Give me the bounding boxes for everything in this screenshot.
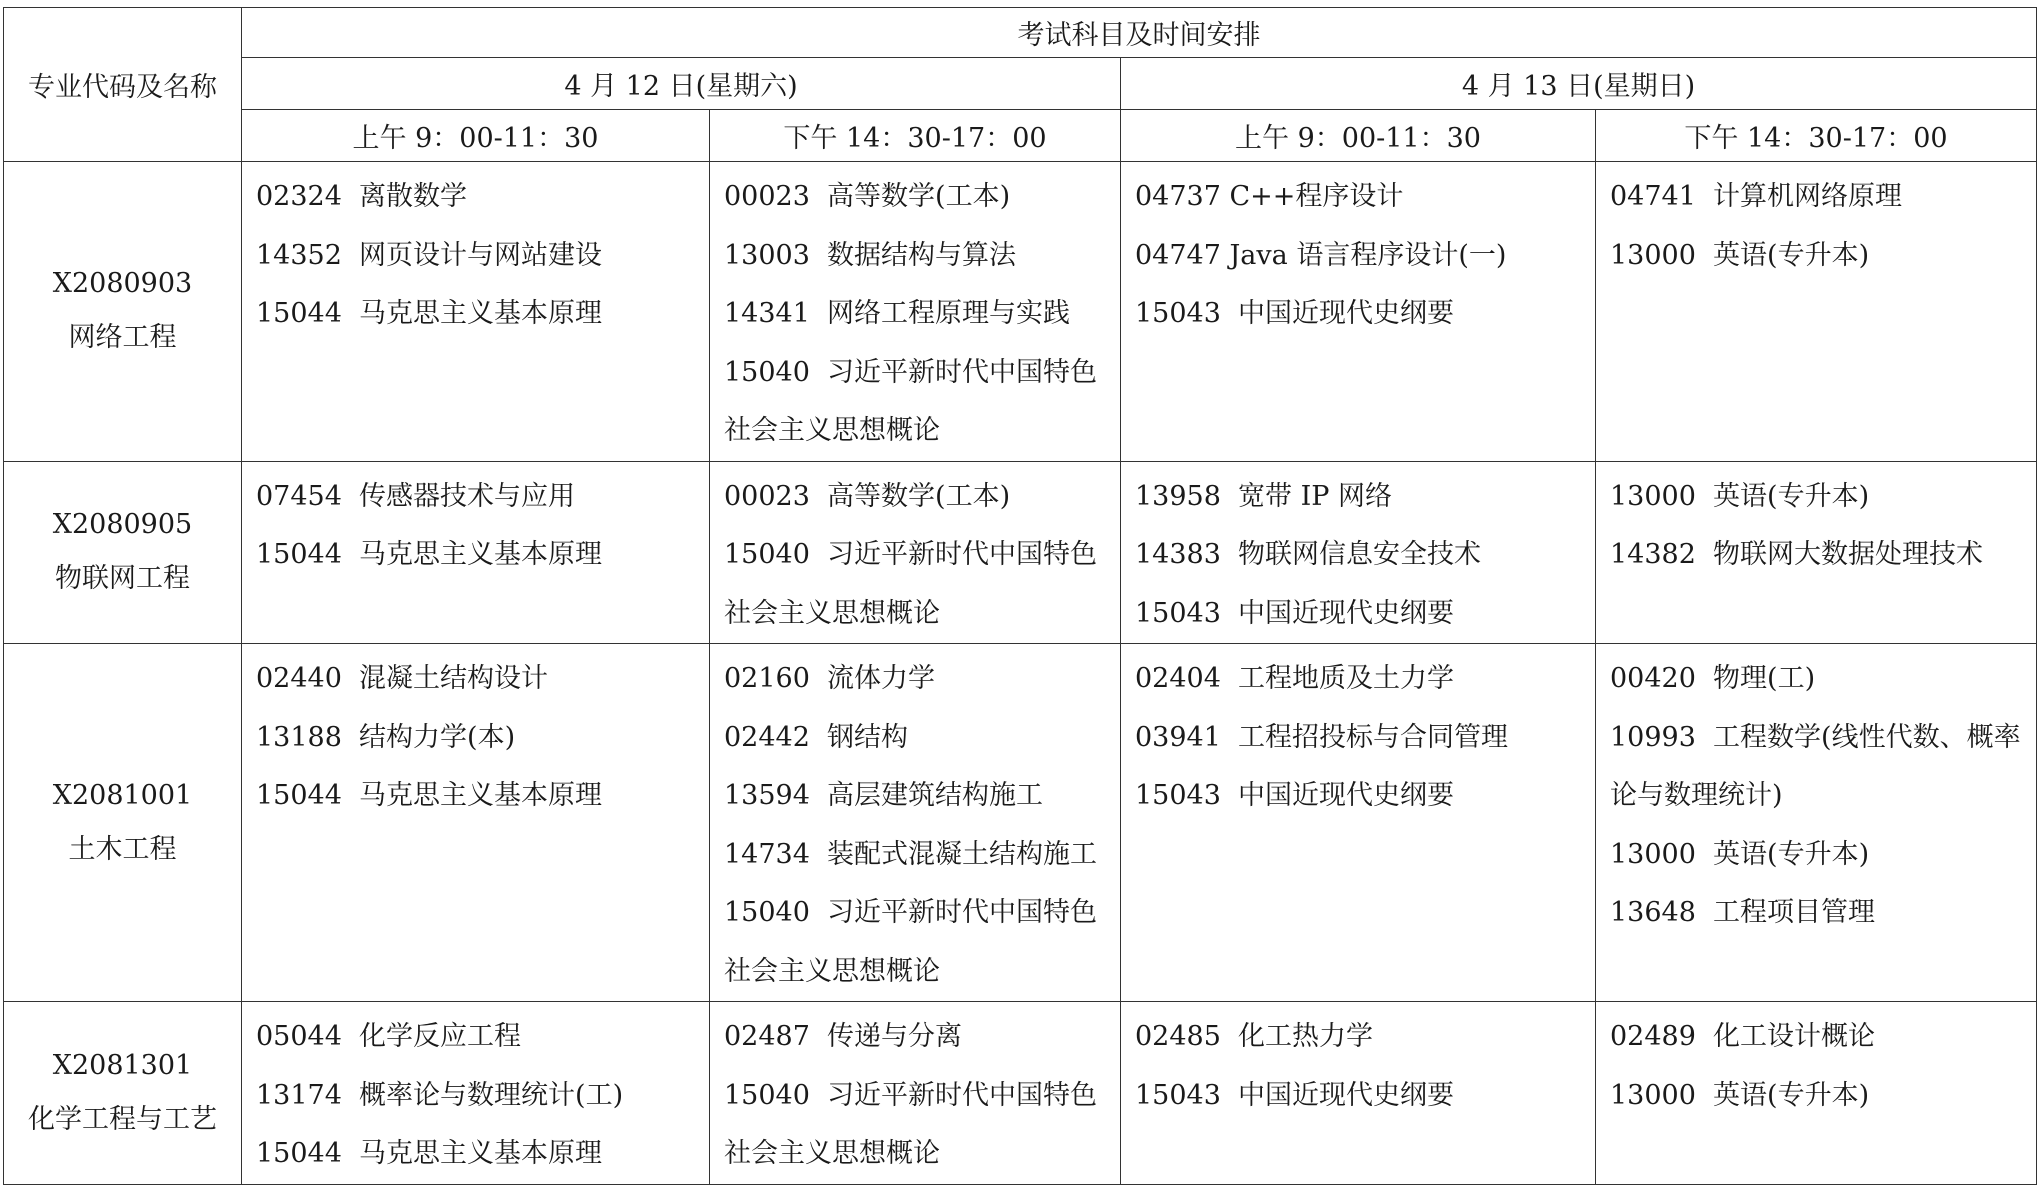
course-item: 13648 工程项目管理 [1610, 897, 1876, 928]
major-cell [4, 461, 242, 644]
course-item: 15044 马克思主义基本原理 [256, 1138, 603, 1169]
course-item: 13594 高层建筑结构施工 [724, 780, 1044, 811]
table-row [4, 644, 2037, 1002]
course-item: 15043 中国近现代史纲要 [1135, 780, 1455, 811]
date-header-day1: 4 月 12 日(星期六) [242, 58, 1121, 110]
course-item: 03941 工程招投标与合同管理 [1135, 721, 1509, 753]
course-item: 13000 英语(专升本) [1610, 239, 1870, 271]
slot-cell-day2-morning [1121, 162, 1596, 462]
course-item: 02160 流体力学 [724, 663, 936, 694]
schedule-title: 考试科目及时间安排 [242, 8, 2037, 58]
major-name: 土木工程 [68, 833, 177, 865]
course-item: 02324 离散数学 [256, 181, 468, 212]
major-column-header: 专业代码及名称 [4, 8, 242, 162]
slot-cell-day1-morning [242, 461, 710, 644]
table-row [4, 461, 2037, 644]
course-item: 15040 习近平新时代中国特色社会主义思想概论 [724, 356, 1098, 446]
major-code: X2080905 [52, 509, 193, 541]
slot-cell-day2-afternoon [1596, 162, 2037, 462]
course-item: 13958 宽带 IP 网络 [1135, 480, 1393, 512]
course-item: 02440 混凝土结构设计 [256, 663, 549, 694]
course-item: 05044 化学反应工程 [256, 1021, 522, 1052]
slot-cell-day2-afternoon [1596, 644, 2037, 1002]
slot-cell-day1-afternoon [710, 461, 1121, 644]
major-name: 物联网工程 [55, 563, 190, 595]
course-item: 13000 英语(专升本) [1610, 838, 1870, 870]
table-row [4, 162, 2037, 462]
major-cell [4, 162, 242, 462]
header-row-slots [4, 110, 2037, 162]
course-item: 14734 装配式混凝土结构施工 [724, 838, 1098, 870]
course-item: 00023 高等数学(工本) [724, 480, 1011, 512]
slot-header-day1-morning: 上午 9：00-11：30 [242, 110, 710, 162]
major-name: 化学工程与工艺 [28, 1103, 217, 1135]
slot-cell-day1-afternoon [710, 1002, 1121, 1185]
course-item: 04741 计算机网络原理 [1610, 181, 1903, 212]
date-header-day2: 4 月 13 日(星期日) [1121, 58, 2037, 110]
major-name: 网络工程 [68, 322, 177, 354]
slot-cell-day2-morning [1121, 1002, 1596, 1185]
course-item: 02404 工程地质及土力学 [1135, 663, 1455, 694]
course-item: 14382 物联网大数据处理技术 [1610, 539, 1984, 570]
course-item: 02442 钢结构 [724, 721, 909, 753]
slot-cell-day1-morning [242, 162, 710, 462]
slot-cell-day2-morning [1121, 644, 1596, 1002]
course-item: 00023 高等数学(工本) [724, 181, 1011, 212]
course-item: 04737 C++程序设计 [1135, 181, 1404, 212]
course-item: 15040 习近平新时代中国特色社会主义思想概论 [724, 539, 1098, 629]
slot-cell-day1-afternoon [710, 162, 1121, 462]
slot-header-day1-afternoon: 下午 14：30-17：00 [710, 110, 1121, 162]
slot-cell-day1-afternoon [710, 644, 1121, 1002]
course-item: 00420 物理(工) [1610, 663, 1816, 694]
course-item: 07454 传感器技术与应用 [256, 480, 576, 512]
course-item: 04747 Java 语言程序设计(一) [1135, 239, 1507, 271]
course-item: 15043 中国近现代史纲要 [1135, 1079, 1455, 1111]
major-code: X2081001 [52, 779, 193, 811]
course-item: 15040 习近平新时代中国特色社会主义思想概论 [724, 897, 1098, 987]
header-row-dates [4, 58, 2037, 110]
course-item: 15043 中国近现代史纲要 [1135, 597, 1455, 629]
course-item: 13174 概率论与数理统计(工) [256, 1079, 624, 1111]
slot-cell-day1-morning [242, 1002, 710, 1185]
course-item: 13000 英语(专升本) [1610, 480, 1870, 512]
course-item: 15040 习近平新时代中国特色社会主义思想概论 [724, 1079, 1098, 1169]
course-item: 14383 物联网信息安全技术 [1135, 539, 1482, 570]
slot-header-day2-afternoon: 下午 14：30-17：00 [1596, 110, 2037, 162]
course-item: 15044 马克思主义基本原理 [256, 780, 603, 811]
course-item: 13000 英语(专升本) [1610, 1079, 1870, 1111]
course-item: 02485 化工热力学 [1135, 1021, 1374, 1052]
course-item: 10993 工程数学(线性代数、概率论与数理统计) [1610, 721, 2021, 811]
slot-cell-day2-morning [1121, 461, 1596, 644]
slot-cell-day2-afternoon [1596, 1002, 2037, 1185]
course-item: 13003 数据结构与算法 [724, 239, 1017, 271]
course-item: 15044 马克思主义基本原理 [256, 298, 603, 329]
slot-cell-day1-morning [242, 644, 710, 1002]
major-cell [4, 1002, 242, 1185]
exam-schedule-table [3, 7, 2037, 1185]
course-item: 02489 化工设计概论 [1610, 1021, 1876, 1052]
course-item: 14352 网页设计与网站建设 [256, 239, 603, 271]
course-item: 13188 结构力学(本) [256, 721, 516, 753]
course-item: 14341 网络工程原理与实践 [724, 298, 1071, 329]
table-row [4, 1002, 2037, 1185]
course-item: 02487 传递与分离 [724, 1021, 963, 1052]
major-cell [4, 644, 242, 1002]
slot-cell-day2-afternoon [1596, 461, 2037, 644]
course-item: 15043 中国近现代史纲要 [1135, 298, 1455, 329]
slot-header-day2-morning: 上午 9：00-11：30 [1121, 110, 1596, 162]
major-code: X2081301 [52, 1049, 193, 1081]
course-item: 15044 马克思主义基本原理 [256, 539, 603, 570]
header-row-title [4, 8, 2037, 58]
major-code: X2080903 [52, 268, 193, 300]
